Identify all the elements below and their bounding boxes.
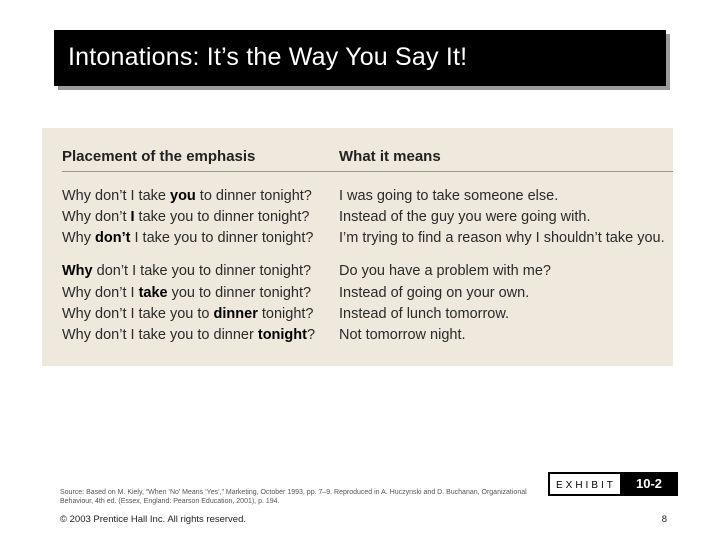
- meaning-cell: Instead of lunch tomorrow.: [339, 306, 510, 322]
- source-note: Source: Based on M. Kiely, “When ‘No’ Means ‘Yes’,” Marketing, October 1993, pp. 7–9. Reproduced in A. Huczynski and D. Buchanan, Organizational Behaviour, 4th ed. (Essex, England: Pearson Education, 2001), p. 194.: [60, 489, 527, 505]
- meaning-cell: Instead of the guy you were going with.: [339, 209, 591, 225]
- meaning-cell: I’m trying to find a reason why I shouldn’t take you.: [339, 230, 665, 246]
- emphasis-cell: Why don’t I take you to dinner tonight?: [62, 285, 312, 301]
- meaning-cell: Do you have a problem with me?: [339, 263, 551, 279]
- slide-title: Intonations: It’s the Way You Say It!: [68, 43, 468, 71]
- meaning-cell: Instead of going on your own.: [339, 285, 530, 301]
- exhibit-label: EXHIBIT: [556, 480, 616, 491]
- emphasis-cell: Why don’t I take you to dinner tonight?: [62, 327, 316, 343]
- emphasis-table: [42, 128, 673, 366]
- copyright: © 2003 Prentice Hall Inc. All rights reserved.: [60, 514, 247, 525]
- emphasis-cell: Why don’t I take you to dinner tonight?: [62, 188, 312, 204]
- col1-header: Placement of the emphasis: [62, 148, 256, 165]
- exhibit-badge: [548, 472, 678, 496]
- emphasis-cell: Why don’t I take you to dinner tonight?: [62, 306, 314, 322]
- header-rule: [62, 171, 673, 172]
- col2-header: What it means: [339, 148, 441, 165]
- meaning-cell: I was going to take someone else.: [339, 188, 559, 204]
- emphasis-cell: Why don’t I take you to dinner tonight?: [62, 263, 312, 279]
- page-number: 8: [661, 514, 667, 525]
- exhibit-number: 10-2: [620, 472, 678, 496]
- title-bar: [54, 30, 666, 86]
- emphasis-cell: Why don’t I take you to dinner tonight?: [62, 209, 310, 225]
- emphasis-cell: Why don’t I take you to dinner tonight?: [62, 230, 314, 246]
- meaning-cell: Not tomorrow night.: [339, 327, 466, 343]
